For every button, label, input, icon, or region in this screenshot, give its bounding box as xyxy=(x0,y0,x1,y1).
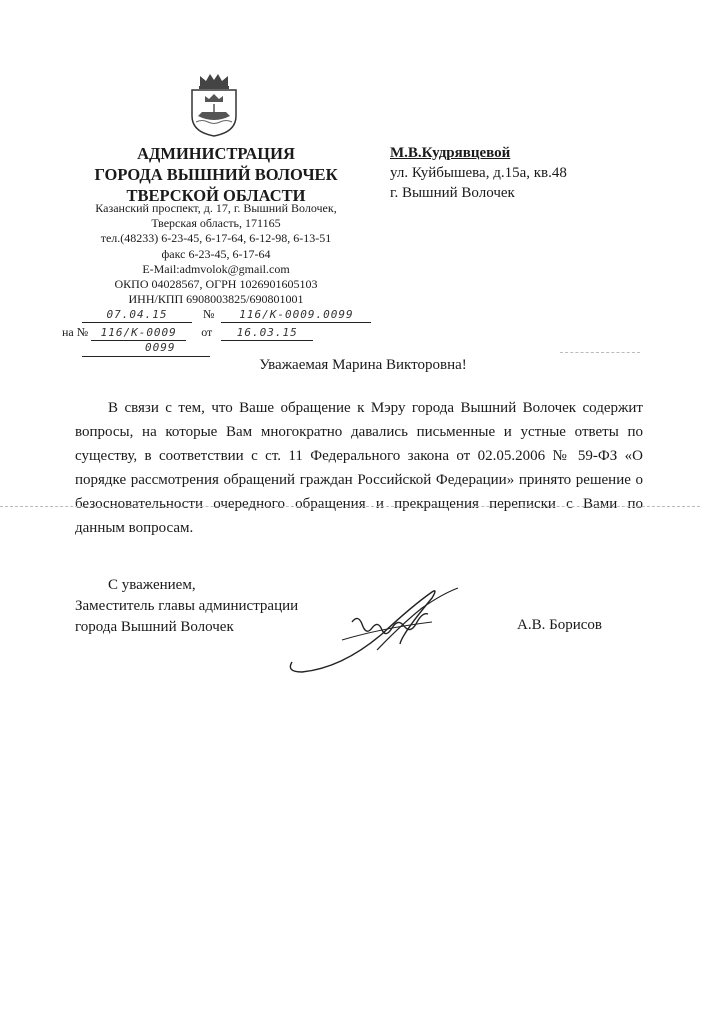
signer-name: А.В. Борисов xyxy=(517,617,602,633)
closing-salutation: С уважением, xyxy=(108,577,196,593)
ref-number: 116/К-0009 xyxy=(91,326,186,341)
contact-line: E-Mail:admvolok@gmail.com xyxy=(142,261,290,276)
scan-artifact-line xyxy=(560,352,640,353)
org-line: ГОРОДА ВЫШНИЙ ВОЛОЧЕК xyxy=(94,165,338,184)
ref-date: 16.03.15 xyxy=(221,326,313,341)
letter-body xyxy=(75,396,643,540)
outgoing-date: 07.04.15 xyxy=(82,308,192,323)
contact-line: ОКПО 04028567, ОГРН 1026901605103 xyxy=(114,277,318,292)
contact-line: тел.(48233) 6-23-45, 6-17-64, 6-12-98, 6-13-51 xyxy=(100,231,332,246)
contact-line: ИНН/КПП 6908003825/690801001 xyxy=(128,292,304,307)
closing-block xyxy=(75,575,298,638)
outgoing-number: 116/К-0009.0099 xyxy=(221,308,371,323)
sender-contacts xyxy=(70,201,362,307)
signer-org: города Вышний Волочек xyxy=(75,619,234,635)
contact-line: Казанский проспект, д. 17, г. Вышний Волочек, xyxy=(95,201,337,215)
recipient-city: г. Вышний Волочек xyxy=(390,185,515,201)
signer-title: Заместитель главы администрации xyxy=(75,598,299,614)
recipient-block xyxy=(390,143,567,203)
recipient-name: М.В.Кудрявцевой xyxy=(390,145,511,161)
recipient-address: ул. Куйбышева, д.15а, кв.48 xyxy=(390,165,567,181)
handwritten-signature xyxy=(282,584,470,676)
org-line: ТВЕРСКОЙ ОБЛАСТИ xyxy=(126,186,306,205)
sender-org-name xyxy=(70,143,362,206)
from-label: от xyxy=(201,325,213,339)
body-paragraph: В связи с тем, что Ваше обращение к Мэру города Вышний Волочек содержит вопросы, на которые Вам многократно давались письменные и устные ответы по существу, в соответствии с ст. 11 Федерального закона от 02.05.2006 № 59-ФЗ «О порядке рассмотрения обращений граждан Российской Федерации» принято решение о безосновательности очередного обращения и прекращения переписки с Вами по данным вопросам. xyxy=(75,400,643,536)
registration-row-1 xyxy=(82,307,371,323)
number-sign: № xyxy=(203,307,215,321)
scan-artifact-line xyxy=(0,506,700,507)
greeting: Уважаемая Марина Викторовна! xyxy=(259,357,467,373)
contact-line: Тверская область, 171165 xyxy=(151,216,281,231)
registration-row-2 xyxy=(62,325,313,341)
coat-of-arms-icon xyxy=(188,72,240,138)
org-line: АДМИНИСТРАЦИЯ xyxy=(137,144,295,163)
ref-number-cont: 0099 xyxy=(145,341,176,354)
contact-line: факс 6-23-45, 6-17-64 xyxy=(161,246,271,261)
ref-prefix: на № xyxy=(62,325,89,339)
